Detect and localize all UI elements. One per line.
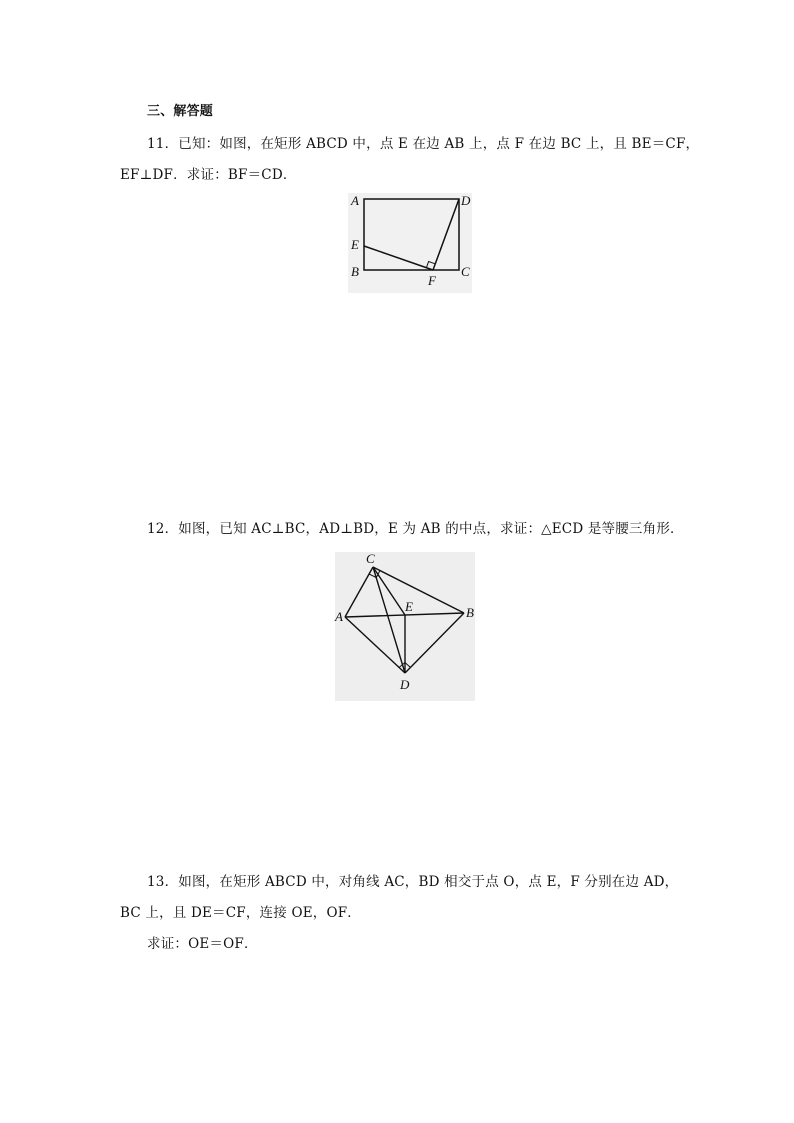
problem-12-line-1: 12．如图，已知 AC⊥BC，AD⊥BD，E 为 AB 的中点，求证：△ECD 是等腰三角形．	[147, 521, 684, 537]
label-b: B	[351, 264, 359, 279]
label-e: E	[351, 237, 359, 252]
problem-11-line-1: 11．已知：如图，在矩形 ABCD 中，点 E 在边 AB 上，点 F 在边 BC 上，且 BE＝CF，	[147, 136, 700, 152]
figure-12-diagram	[333, 550, 477, 703]
problem-13-line-1: 13．如图，在矩形 ABCD 中，对角线 AC，BD 相交于点 O，点 E，F 分别在边 AD，	[147, 874, 679, 890]
figure-12	[333, 550, 477, 703]
label-a: A	[351, 193, 359, 208]
label-f: F	[428, 273, 436, 288]
section-heading: 三、解答题	[147, 104, 214, 119]
figure-11	[345, 190, 475, 296]
label-c: C	[461, 264, 470, 279]
figure-11-diagram	[345, 190, 475, 296]
problem-13-line-2: BC 上，且 DE＝CF，连接 OE，OF．	[120, 905, 362, 921]
label-d: D	[461, 193, 471, 208]
problem-11-line-2: EF⊥DF．求证：BF＝CD．	[120, 167, 297, 183]
label-d: D	[400, 677, 410, 692]
problem-13-line-3: 求证：OE＝OF．	[147, 936, 258, 952]
figure-11-background	[348, 193, 472, 293]
label-c: C	[366, 551, 375, 566]
label-a: A	[335, 609, 343, 624]
label-b: B	[466, 605, 474, 620]
label-e: E	[405, 599, 413, 614]
